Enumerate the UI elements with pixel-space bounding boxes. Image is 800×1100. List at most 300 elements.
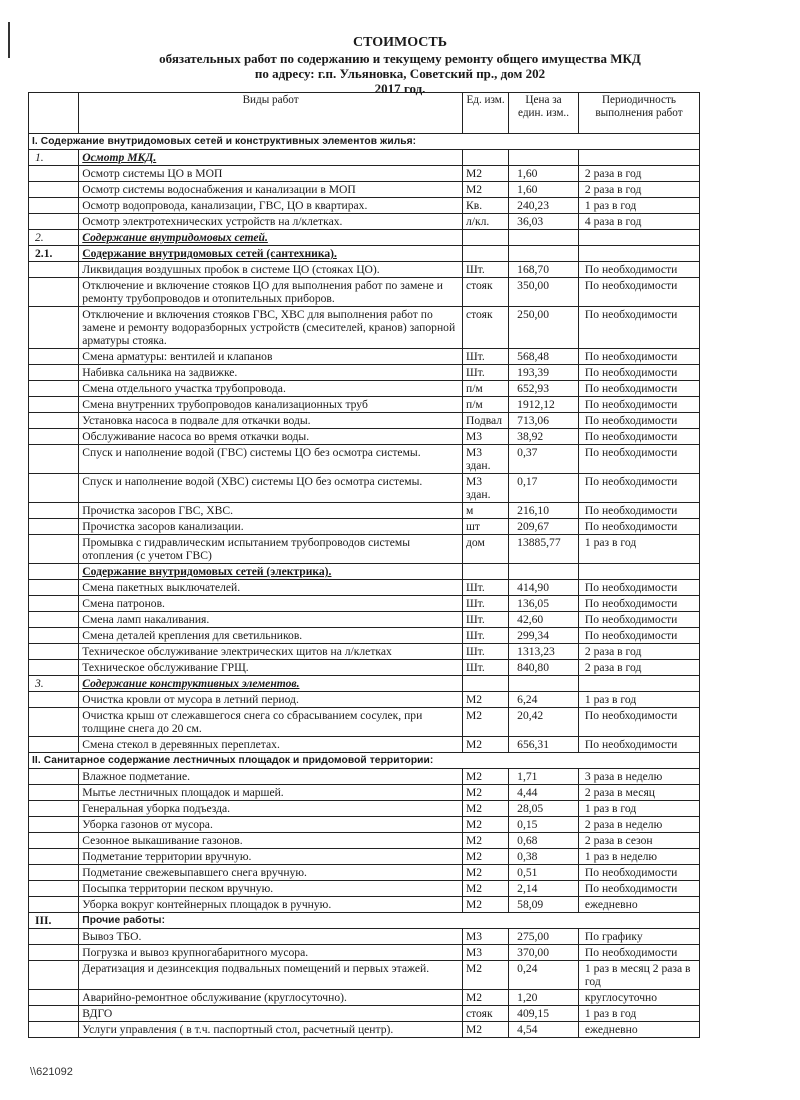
period-cell: 1 раз в год [578, 801, 699, 817]
table-row [29, 596, 700, 612]
price-cell: 0,15 [509, 817, 579, 833]
group-name [79, 676, 463, 692]
price-cell [509, 676, 579, 692]
group-number: 2.1. [29, 246, 79, 262]
unit-cell: стояк [462, 1006, 508, 1022]
table-row [29, 708, 700, 737]
table-row [29, 817, 700, 833]
number-cell [29, 961, 79, 990]
number-cell [29, 833, 79, 849]
group-name-text: Содержание внутридомовых сетей (электрика). [82, 565, 332, 578]
table-row [29, 198, 700, 214]
header-price: Цена за един. изм.. [509, 93, 579, 134]
unit-cell: м [462, 503, 508, 519]
group-name [79, 246, 463, 262]
group-name: Прочие работы: [79, 913, 700, 929]
work-cell: Смена патронов. [79, 596, 463, 612]
unit-cell: Подвал [462, 413, 508, 429]
price-cell: 13885,77 [509, 535, 579, 564]
period-cell: По необходимости [578, 262, 699, 278]
table-header-row [29, 93, 700, 134]
price-cell: 1,60 [509, 182, 579, 198]
number-cell [29, 628, 79, 644]
work-cell: Промывка с гидравлическим испытанием трубопроводов системы отопления (с учетом ГВС) [79, 535, 463, 564]
price-cell: 240,23 [509, 198, 579, 214]
work-cell: Техническое обслуживание электрических щитов на л/клетках [79, 644, 463, 660]
period-cell: 2 раза в год [578, 644, 699, 660]
price-cell: 4,44 [509, 785, 579, 801]
work-cell: Услуги управления ( в т.ч. паспортный стол, расчетный центр). [79, 1022, 463, 1038]
group-row [29, 230, 700, 246]
number-cell [29, 198, 79, 214]
header-number-cell [29, 93, 79, 134]
table-row [29, 660, 700, 676]
section-row [29, 134, 700, 150]
unit-cell: Шт. [462, 660, 508, 676]
period-cell: 1 раз в месяц 2 раза в год [578, 961, 699, 990]
price-cell: 840,80 [509, 660, 579, 676]
price-cell: 656,31 [509, 737, 579, 753]
number-cell [29, 708, 79, 737]
group-row [29, 676, 700, 692]
table-row [29, 365, 700, 381]
work-cell: Смена деталей крепления для светильников. [79, 628, 463, 644]
price-cell: 0,38 [509, 849, 579, 865]
period-cell: 2 раза в год [578, 166, 699, 182]
document-address: по адресу: г.п. Ульяновка, Советский пр., дом 202 [254, 66, 546, 81]
price-cell: 1,20 [509, 990, 579, 1006]
unit-cell: М2 [462, 708, 508, 737]
work-cell: Смена пакетных выключателей. [79, 580, 463, 596]
number-cell [29, 785, 79, 801]
period-cell: По необходимости [578, 278, 699, 307]
price-cell: 0,37 [509, 445, 579, 474]
price-cell: 0,17 [509, 474, 579, 503]
work-cell: Прочистка засоров канализации. [79, 519, 463, 535]
period-cell: По необходимости [578, 881, 699, 897]
number-cell [29, 849, 79, 865]
work-cell: Обслуживание насоса во время откачки воды. [79, 429, 463, 445]
group-name-text: Осмотр МКД. [82, 151, 157, 164]
period-cell: По необходимости [578, 397, 699, 413]
period-cell: ежедневно [578, 897, 699, 913]
group-number: 2. [29, 230, 79, 246]
price-cell: 2,14 [509, 881, 579, 897]
table-row [29, 503, 700, 519]
number-cell [29, 278, 79, 307]
work-cell: Установка насоса в подвале для откачки воды. [79, 413, 463, 429]
unit-cell: М3 здан. [462, 445, 508, 474]
period-cell: По необходимости [578, 413, 699, 429]
table-row [29, 397, 700, 413]
work-cell: Осмотр системы ЦО в МОП [79, 166, 463, 182]
table-row [29, 897, 700, 913]
unit-cell: М3 здан. [462, 474, 508, 503]
work-cell: Ликвидация воздушных пробок в системе ЦО (стояках ЦО). [79, 262, 463, 278]
number-cell [29, 817, 79, 833]
document-code: \\621092 [30, 1066, 73, 1078]
number-cell [29, 660, 79, 676]
document-title: СТОИМОСТЬ [352, 35, 448, 50]
number-cell [29, 535, 79, 564]
price-cell: 0,68 [509, 833, 579, 849]
period-cell: 1 раз в год [578, 535, 699, 564]
number-cell [29, 519, 79, 535]
period-cell: По графику [578, 929, 699, 945]
period-cell: 1 раз в год [578, 1006, 699, 1022]
table-row [29, 278, 700, 307]
number-cell [29, 612, 79, 628]
number-cell [29, 182, 79, 198]
document-header [0, 34, 800, 96]
unit-cell: л/кл. [462, 214, 508, 230]
price-cell: 168,70 [509, 262, 579, 278]
number-cell [29, 503, 79, 519]
section-row [29, 753, 700, 769]
price-cell: 6,24 [509, 692, 579, 708]
table-row [29, 445, 700, 474]
work-cell: Влажное подметание. [79, 769, 463, 785]
group-number: III. [29, 913, 79, 929]
unit-cell: стояк [462, 278, 508, 307]
group-number: 1. [29, 150, 79, 166]
number-cell [29, 692, 79, 708]
work-cell: Смена внутренних трубопроводов канализационных труб [79, 397, 463, 413]
period-cell: 1 раз в год [578, 198, 699, 214]
header-unit: Ед. изм. [462, 93, 508, 134]
group-row [29, 246, 700, 262]
unit-cell: М2 [462, 1022, 508, 1038]
group-row [29, 564, 700, 580]
table-row [29, 849, 700, 865]
number-cell [29, 429, 79, 445]
price-cell: 216,10 [509, 503, 579, 519]
unit-cell: дом [462, 535, 508, 564]
price-cell: 193,39 [509, 365, 579, 381]
price-cell: 1,60 [509, 166, 579, 182]
period-cell: По необходимости [578, 708, 699, 737]
unit-cell: М2 [462, 833, 508, 849]
work-cell: Посыпка территории песком вручную. [79, 881, 463, 897]
price-cell: 713,06 [509, 413, 579, 429]
price-cell: 28,05 [509, 801, 579, 817]
price-cell: 652,93 [509, 381, 579, 397]
unit-cell: п/м [462, 397, 508, 413]
work-cell: Уборка вокруг контейнерных площадок в ручную. [79, 897, 463, 913]
period-cell: По необходимости [578, 307, 699, 349]
period-cell: По необходимости [578, 503, 699, 519]
work-cell: Смена ламп накаливания. [79, 612, 463, 628]
period-cell: По необходимости [578, 381, 699, 397]
number-cell [29, 214, 79, 230]
group-name-text: Содержание внутридомовых сетей (сантехника). [82, 247, 337, 260]
number-cell [29, 413, 79, 429]
number-cell [29, 737, 79, 753]
work-cell: Подметание территории вручную. [79, 849, 463, 865]
unit-cell: Шт. [462, 580, 508, 596]
number-cell [29, 349, 79, 365]
unit-cell: М2 [462, 990, 508, 1006]
unit-cell: М3 [462, 945, 508, 961]
group-name-text: Содержание внутридомовых сетей. [82, 231, 268, 244]
table-row [29, 535, 700, 564]
period-cell: По необходимости [578, 349, 699, 365]
document-subtitle: обязательных работ по содержанию и текущему ремонту общего имущества МКД [159, 51, 641, 66]
number-cell [29, 307, 79, 349]
unit-cell: п/м [462, 381, 508, 397]
price-cell: 0,24 [509, 961, 579, 990]
table-row [29, 990, 700, 1006]
section-heading: II. Санитарное содержание лестничных площадок и придомовой территории: [29, 753, 700, 769]
unit-cell: М3 [462, 929, 508, 945]
table-row [29, 381, 700, 397]
unit-cell: Шт. [462, 596, 508, 612]
period-cell: ежедневно [578, 1022, 699, 1038]
price-cell: 1313,23 [509, 644, 579, 660]
table-row [29, 865, 700, 881]
price-cell: 42,60 [509, 612, 579, 628]
unit-cell: М2 [462, 182, 508, 198]
table-row [29, 1006, 700, 1022]
unit-cell: Шт. [462, 365, 508, 381]
unit-cell: М2 [462, 801, 508, 817]
number-cell [29, 881, 79, 897]
work-cell: Очистка кровли от мусора в летний период. [79, 692, 463, 708]
unit-cell: М2 [462, 817, 508, 833]
unit-cell [462, 676, 508, 692]
period-cell: По необходимости [578, 365, 699, 381]
unit-cell [462, 246, 508, 262]
work-cell: Прочистка засоров ГВС, ХВС. [79, 503, 463, 519]
number-cell [29, 897, 79, 913]
number-cell [29, 769, 79, 785]
work-cell: Отключение и включения стояков ГВС, ХВС для выполнения работ по замене и ремонту водоразборных устройств (смесителей, кранов) запорной арматуры стояка. [79, 307, 463, 349]
price-cell: 414,90 [509, 580, 579, 596]
period-cell: 1 раз в неделю [578, 849, 699, 865]
table-row [29, 692, 700, 708]
group-row [29, 150, 700, 166]
price-cell: 20,42 [509, 708, 579, 737]
table-row [29, 519, 700, 535]
work-cell: Мытье лестничных площадок и маршей. [79, 785, 463, 801]
work-cell: Отключение и включение стояков ЦО для выполнения работ по замене и ремонту трубопроводов и отопительных приборов. [79, 278, 463, 307]
unit-cell: М3 [462, 429, 508, 445]
table-row [29, 833, 700, 849]
period-cell: По необходимости [578, 596, 699, 612]
work-cell: ВДГО [79, 1006, 463, 1022]
table-row [29, 262, 700, 278]
unit-cell: Шт. [462, 612, 508, 628]
unit-cell: М2 [462, 897, 508, 913]
group-row [29, 913, 700, 929]
price-cell: 136,05 [509, 596, 579, 612]
table-row [29, 413, 700, 429]
unit-cell [462, 230, 508, 246]
price-cell: 0,51 [509, 865, 579, 881]
period-cell: По необходимости [578, 429, 699, 445]
work-cell: Спуск и наполнение водой (ГВС) системы ЦО без осмотра системы. [79, 445, 463, 474]
number-cell [29, 990, 79, 1006]
section-heading: I. Содержание внутридомовых сетей и конструктивных элементов жилья: [29, 134, 700, 150]
number-cell [29, 166, 79, 182]
price-cell: 409,15 [509, 1006, 579, 1022]
work-cell: Дератизация и дезинсекция подвальных помещений и первых этажей. [79, 961, 463, 990]
period-cell: 3 раза в неделю [578, 769, 699, 785]
price-cell: 275,00 [509, 929, 579, 945]
group-name [79, 230, 463, 246]
work-cell: Подметание свежевыпавшего снега вручную. [79, 865, 463, 881]
table-row [29, 737, 700, 753]
table-row [29, 166, 700, 182]
table-row [29, 1022, 700, 1038]
table-row [29, 929, 700, 945]
period-cell: По необходимости [578, 865, 699, 881]
works-table [28, 92, 700, 1038]
group-name-text: Содержание конструктивных элементов. [82, 677, 300, 690]
price-cell: 350,00 [509, 278, 579, 307]
table-row [29, 785, 700, 801]
number-cell [29, 801, 79, 817]
unit-cell [462, 150, 508, 166]
number-cell [29, 945, 79, 961]
work-cell: Вывоз ТБО. [79, 929, 463, 945]
unit-cell: Шт. [462, 628, 508, 644]
work-cell: Сезонное выкашивание газонов. [79, 833, 463, 849]
work-cell: Очистка крыш от слежавшегося снега со сбрасыванием сосулек, при толщине снега до 20 см. [79, 708, 463, 737]
number-cell [29, 445, 79, 474]
price-cell: 1,71 [509, 769, 579, 785]
work-cell: Аварийно-ремонтное обслуживание (круглосуточно). [79, 990, 463, 1006]
table-row [29, 182, 700, 198]
number-cell [29, 262, 79, 278]
table-row [29, 628, 700, 644]
period-cell: 2 раза в неделю [578, 817, 699, 833]
unit-cell: М2 [462, 881, 508, 897]
period-cell [578, 676, 699, 692]
period-cell: По необходимости [578, 474, 699, 503]
table-row [29, 881, 700, 897]
work-cell: Спуск и наполнение водой (ХВС) системы ЦО без осмотра системы. [79, 474, 463, 503]
unit-cell: М2 [462, 737, 508, 753]
unit-cell: М2 [462, 769, 508, 785]
number-cell [29, 865, 79, 881]
period-cell [578, 564, 699, 580]
table-row [29, 214, 700, 230]
price-cell [509, 564, 579, 580]
price-cell: 38,92 [509, 429, 579, 445]
work-cell: Уборка газонов от мусора. [79, 817, 463, 833]
unit-cell: М2 [462, 961, 508, 990]
unit-cell: М2 [462, 166, 508, 182]
group-name [79, 150, 463, 166]
number-cell [29, 596, 79, 612]
table-row [29, 961, 700, 990]
price-cell: 370,00 [509, 945, 579, 961]
period-cell [578, 230, 699, 246]
work-cell: Погрузка и вывоз крупногабаритного мусора. [79, 945, 463, 961]
group-name [79, 564, 463, 580]
unit-cell: Шт. [462, 644, 508, 660]
period-cell: По необходимости [578, 628, 699, 644]
header-period: Периодичность выполнения работ [578, 93, 699, 134]
work-cell: Осмотр системы водоснабжения и канализации в МОП [79, 182, 463, 198]
number-cell [29, 644, 79, 660]
table-row [29, 801, 700, 817]
number-cell [29, 365, 79, 381]
table-row [29, 580, 700, 596]
unit-cell: Шт. [462, 349, 508, 365]
unit-cell [462, 564, 508, 580]
unit-cell: Шт. [462, 262, 508, 278]
unit-cell: стояк [462, 307, 508, 349]
period-cell: По необходимости [578, 612, 699, 628]
price-cell [509, 150, 579, 166]
price-cell: 1912,12 [509, 397, 579, 413]
period-cell: По необходимости [578, 445, 699, 474]
unit-cell: М2 [462, 692, 508, 708]
work-cell: Осмотр водопровода, канализации, ГВС, ЦО в квартирах. [79, 198, 463, 214]
period-cell: 2 раза в год [578, 182, 699, 198]
work-cell: Генеральная уборка подъезда. [79, 801, 463, 817]
table-row [29, 307, 700, 349]
table-row [29, 612, 700, 628]
unit-cell: Кв. [462, 198, 508, 214]
period-cell: 4 раза в год [578, 214, 699, 230]
unit-cell: М2 [462, 865, 508, 881]
work-cell: Осмотр электротехнических устройств на л/клетках. [79, 214, 463, 230]
work-cell: Смена стекол в деревянных переплетах. [79, 737, 463, 753]
header-work: Виды работ [79, 93, 463, 134]
number-cell [29, 381, 79, 397]
price-cell: 58,09 [509, 897, 579, 913]
period-cell: 2 раза в месяц [578, 785, 699, 801]
table-row [29, 474, 700, 503]
period-cell: По необходимости [578, 519, 699, 535]
work-cell: Смена отдельного участка трубопровода. [79, 381, 463, 397]
table-row [29, 769, 700, 785]
group-number: 3. [29, 676, 79, 692]
unit-cell: шт [462, 519, 508, 535]
price-cell: 36,03 [509, 214, 579, 230]
table-row [29, 349, 700, 365]
period-cell: 1 раз в год [578, 692, 699, 708]
period-cell: По необходимости [578, 945, 699, 961]
period-cell: круглосуточно [578, 990, 699, 1006]
number-cell [29, 580, 79, 596]
number-cell [29, 474, 79, 503]
number-cell [29, 397, 79, 413]
price-cell: 568,48 [509, 349, 579, 365]
period-cell: 2 раза в сезон [578, 833, 699, 849]
table-row [29, 429, 700, 445]
number-cell [29, 929, 79, 945]
price-cell: 4,54 [509, 1022, 579, 1038]
table-body [29, 134, 700, 1038]
work-cell: Набивка сальника на задвижке. [79, 365, 463, 381]
unit-cell: М2 [462, 785, 508, 801]
number-cell [29, 1022, 79, 1038]
table-row [29, 644, 700, 660]
number-cell [29, 1006, 79, 1022]
price-cell [509, 246, 579, 262]
price-cell: 209,67 [509, 519, 579, 535]
group-number [29, 564, 79, 580]
period-cell [578, 246, 699, 262]
table-row [29, 945, 700, 961]
period-cell: По необходимости [578, 580, 699, 596]
price-cell: 299,34 [509, 628, 579, 644]
unit-cell: М2 [462, 849, 508, 865]
